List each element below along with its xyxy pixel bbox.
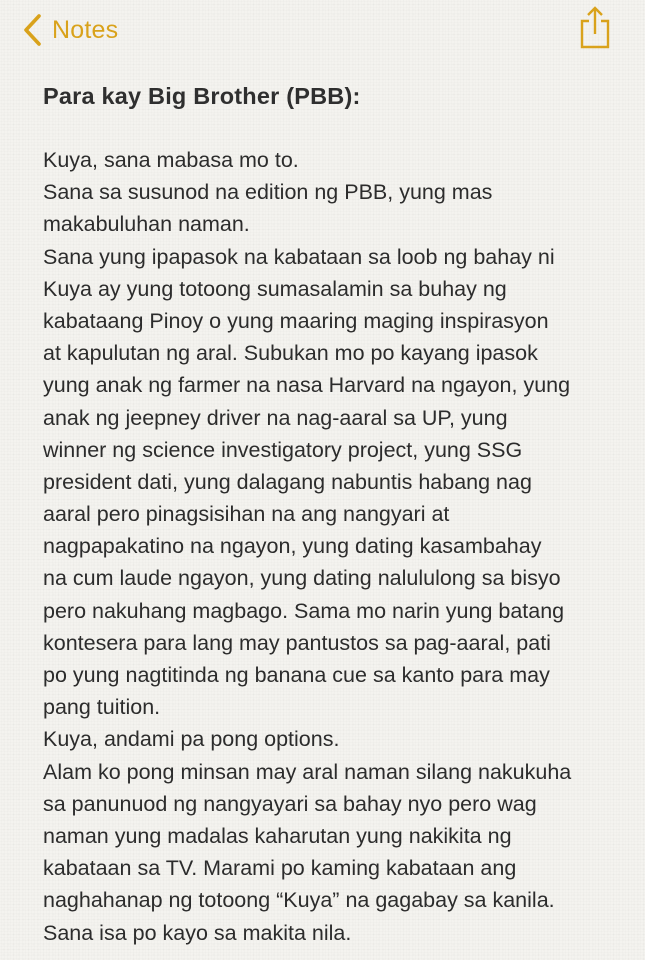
chevron-left-icon	[22, 13, 42, 47]
back-button-label: Notes	[52, 15, 119, 44]
note-line: naman yung madalas kaharutan yung nakikita ng	[43, 823, 512, 848]
note-line: at kapulutan ng aral. Subukan mo po kayang ipasok	[43, 341, 538, 366]
note-title: Para kay Big Brother (PBB):	[43, 83, 361, 109]
note-line: anak ng jeepney driver na nag-aaral sa UP, yung	[43, 405, 508, 430]
note-line: kontesera para lang may pantustos sa pag-aaral, pati	[43, 630, 551, 655]
note-line: Kuya, sana mabasa mo to.	[43, 148, 299, 172]
note-line: po yung nagtitinda ng banana cue sa kanto para may	[43, 663, 550, 687]
note-line: pang tuition.	[43, 695, 161, 720]
note-line: makabuluhan naman.	[43, 212, 250, 237]
note-line: winner ng science investigatory project, yung SSG	[43, 437, 523, 462]
note-line: Sana yung ipapasok na kabataan sa loob ng bahay ni	[43, 244, 555, 269]
navigation-bar	[0, 0, 645, 60]
note-content[interactable]	[43, 76, 633, 949]
note-line: naghahanap ng totoong “Kuya” na gagabay sa kanila.	[43, 888, 555, 913]
note-line: na cum laude ngayon, yung dating nalululong sa bisyo	[43, 566, 561, 591]
back-button[interactable]	[22, 10, 118, 50]
note-line: sa panunuod ng nangyayari sa bahay nyo pero wag	[43, 791, 537, 816]
note-line: president dati, yung dalagang nabuntis habang nag	[43, 469, 532, 494]
note-line: Kuya, andami pa pong options.	[43, 727, 340, 752]
note-line: nagpapakatino na ngayon, yung dating kasambahay	[43, 534, 542, 559]
note-line: Kuya ay yung totoong sumasalamin sa buhay ng	[43, 276, 507, 301]
note-body[interactable]	[43, 144, 633, 949]
share-icon	[578, 4, 612, 50]
note-line: Alam ko pong minsan may aral naman silang nakukuha	[43, 759, 572, 784]
note-line: aaral pero pinagsisihan na ang nangyari at	[43, 502, 450, 527]
note-line: Sana sa susunod na edition ng PBB, yung mas	[43, 180, 493, 205]
note-line: kabataang Pinoy o yung maaring maging inspirasyon	[43, 308, 549, 333]
note-line: yung anak ng farmer na nasa Harvard na ngayon, yung	[43, 373, 571, 398]
share-button[interactable]	[578, 4, 612, 50]
note-line: kabataan sa TV. Marami po kaming kabataan ang	[43, 856, 517, 881]
note-line: pero nakuhang magbago. Sama mo narin yung batang	[43, 598, 565, 623]
note-line: Sana isa po kayo sa makita nila.	[43, 920, 352, 945]
